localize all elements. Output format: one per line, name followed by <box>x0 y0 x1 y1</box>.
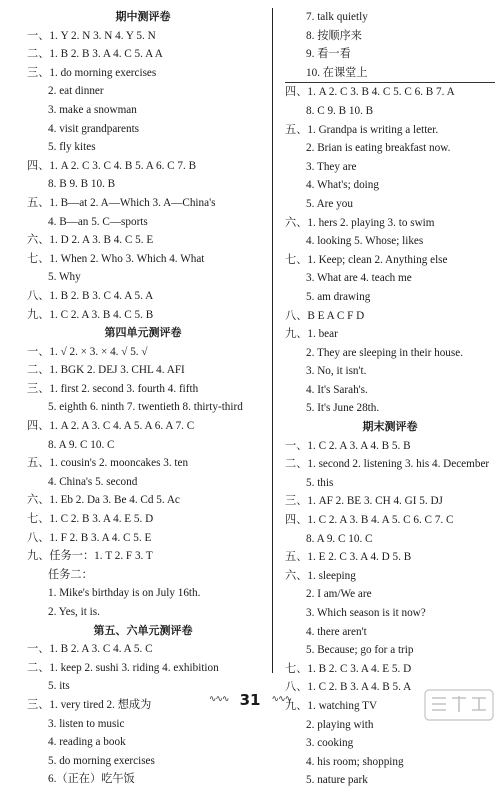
answer-line: 6.（正在）吃午饭 <box>48 773 135 786</box>
section-heading: 期中测评卷 <box>115 10 171 23</box>
answer-line: 8. 按顺序来 <box>306 29 362 42</box>
answer-line: 五、1. Grandpa is writing a letter. <box>285 123 439 136</box>
answer-line: 一、1. B 2. A 3. C 4. A 5. C <box>27 643 153 656</box>
answer-line: 七、1. When 2. Who 3. Which 4. What <box>27 252 205 265</box>
answer-line: 七、1. C 2. B 3. A 4. E 5. D <box>27 513 154 526</box>
answer-line: 2. They are sleeping in their house. <box>306 346 463 359</box>
answer-line: 5. Are you <box>306 197 353 210</box>
answer-line: 九、1. bear <box>285 328 338 341</box>
page-number: 31 <box>239 690 261 709</box>
answer-line: 5. eighth 6. ninth 7. twentieth 8. thirty-third <box>48 401 243 414</box>
column-divider <box>272 8 273 673</box>
answer-line: 四、1. A 2. A 3. C 4. A 5. A 6. A 7. C <box>27 420 195 433</box>
answer-line: 九、1. C 2. A 3. B 4. C 5. B <box>27 308 154 321</box>
answer-line: 4. China's 5. second <box>48 475 138 488</box>
answer-line: 一、1. Y 2. N 3. N 4. Y 5. N <box>27 29 156 42</box>
watermark-logo-icon <box>424 688 494 722</box>
answer-line: 5. Because; go for a trip <box>306 644 414 657</box>
answer-line: 5. this <box>306 476 334 489</box>
answer-line: 8. A 9. C 10. C <box>48 438 115 451</box>
answer-line: 9. 看一看 <box>306 48 351 61</box>
answer-line: 5. nature park <box>306 774 368 787</box>
answer-line: 2. playing with <box>306 718 374 731</box>
answer-line: 八、1. B 2. B 3. C 4. A 5. A <box>27 289 154 302</box>
answer-line: 三、1. first 2. second 3. fourth 4. fifth <box>27 382 199 395</box>
answer-line: 4. B—an 5. C—sports <box>48 215 148 228</box>
answer-line: 六、1. hers 2. playing 3. to swim <box>285 216 435 229</box>
answer-line: 八、1. C 2. B 3. A 4. B 5. A <box>285 681 412 694</box>
answer-line: 4. looking 5. Whose; likes <box>306 235 424 248</box>
answer-line: 五、1. E 2. C 3. A 4. D 5. B <box>285 551 412 564</box>
answer-line: 5. Why <box>48 271 81 284</box>
answer-line: 3. Which season is it now? <box>306 607 426 619</box>
answer-line: 八、B E A C F D <box>285 309 365 322</box>
answer-line: 五、1. cousin's 2. mooncakes 3. ten <box>27 457 189 470</box>
right-ornament-icon: ∿∿∿ <box>271 694 292 705</box>
answer-line: 8. A 9. C 10. C <box>306 532 373 545</box>
answer-line: 八、1. F 2. B 3. A 4. C 5. E <box>27 531 152 544</box>
answer-line: 七、1. Keep; clean 2. Anything else <box>285 253 448 266</box>
answer-line: 7. talk quietly <box>306 11 368 23</box>
answer-line: 2. Brian is eating breakfast now. <box>306 142 451 155</box>
answer-line: 一、1. √ 2. × 3. × 4. √ 5. √ <box>27 345 148 358</box>
answer-line: 4. It's Sarah's. <box>306 383 368 396</box>
answer-line: 3. listen to music <box>48 717 125 730</box>
answer-line: 六、1. Eb 2. Da 3. Be 4. Cd 5. Ac <box>27 494 180 507</box>
answer-line: 2. I am/We are <box>306 588 372 601</box>
answer-line: 六、1. D 2. A 3. B 4. C 5. E <box>27 234 154 247</box>
answer-line: 九、1. watching TV <box>285 699 378 712</box>
answer-line: 4. reading a book <box>48 736 126 749</box>
answer-line: 5. do morning exercises <box>48 754 155 767</box>
answer-line: 3. What are 4. teach me <box>306 272 412 285</box>
answer-line: 九、任务一：1. T 2. F 3. T <box>27 550 153 563</box>
answer-line: 5. its <box>48 680 70 693</box>
answer-line: 一、1. C 2. A 3. A 4. B 5. B <box>285 439 411 452</box>
answer-line: 三、1. very tired 2. 想成为 <box>27 698 152 711</box>
answer-line: 2. eat dinner <box>48 85 104 98</box>
answer-line: 三、1. do morning exercises <box>27 66 157 79</box>
answer-line: 10. 在课堂上 <box>285 64 495 84</box>
answer-line: 8. B 9. B 10. B <box>48 178 116 191</box>
answer-line: 3. No, it isn't. <box>306 365 367 378</box>
answer-line: 任务二： <box>48 568 93 581</box>
answer-line: 4. there aren't <box>306 625 367 638</box>
answer-line: 二、1. BGK 2. DEJ 3. CHL 4. AFI <box>27 364 185 377</box>
answer-line: 3. make a snowman <box>48 103 137 116</box>
answer-line: 六、1. sleeping <box>285 569 356 582</box>
answer-line: 3. cooking <box>306 737 354 750</box>
answer-line: 七、1. B 2. C 3. A 4. E 5. D <box>285 662 412 675</box>
answer-line: 8. C 9. B 10. B <box>306 104 374 117</box>
answer-line: 4. his room; shopping <box>306 755 404 768</box>
left-ornament-icon: ∿∿∿ <box>208 694 229 705</box>
answer-line: 二、1. B 2. B 3. A 4. C 5. A A <box>27 48 163 61</box>
answer-line: 5. am drawing <box>306 290 371 303</box>
right-answer-column <box>285 8 495 790</box>
answer-line: 4. visit grandparents <box>48 122 140 135</box>
left-answer-column <box>27 8 259 789</box>
answer-line: 四、1. C 2. A 3. B 4. A 5. C 6. C 7. C <box>285 514 454 527</box>
section-heading: 期末测评卷 <box>362 420 418 434</box>
answer-line: 5. fly kites <box>48 141 96 154</box>
answer-line: 三、1. AF 2. BE 3. CH 4. GI 5. DJ <box>285 495 443 508</box>
answer-line: 1. Mike's birthday is on July 16th. <box>48 587 201 600</box>
answer-line: 四、1. A 2. C 3. C 4. B 5. A 6. C 7. B <box>27 159 197 172</box>
answer-line: 二、1. second 2. listening 3. his 4. December <box>285 458 490 471</box>
section-heading: 第四单元测评卷 <box>104 326 182 340</box>
answer-line: 二、1. keep 2. sushi 3. riding 4. exhibition <box>27 661 219 674</box>
answer-line: 四、1. A 2. C 3. B 4. C 5. C 6. B 7. A <box>285 86 455 99</box>
answer-line: 2. Yes, it is. <box>48 606 100 618</box>
section-heading: 第五、六单元测评卷 <box>93 623 193 637</box>
answer-line: 4. What's; doing <box>306 179 379 192</box>
answer-line: 5. It's June 28th. <box>306 402 380 415</box>
answer-line: 五、1. B—at 2. A—Which 3. A—China's <box>27 196 216 209</box>
answer-line: 3. They are <box>306 160 357 173</box>
